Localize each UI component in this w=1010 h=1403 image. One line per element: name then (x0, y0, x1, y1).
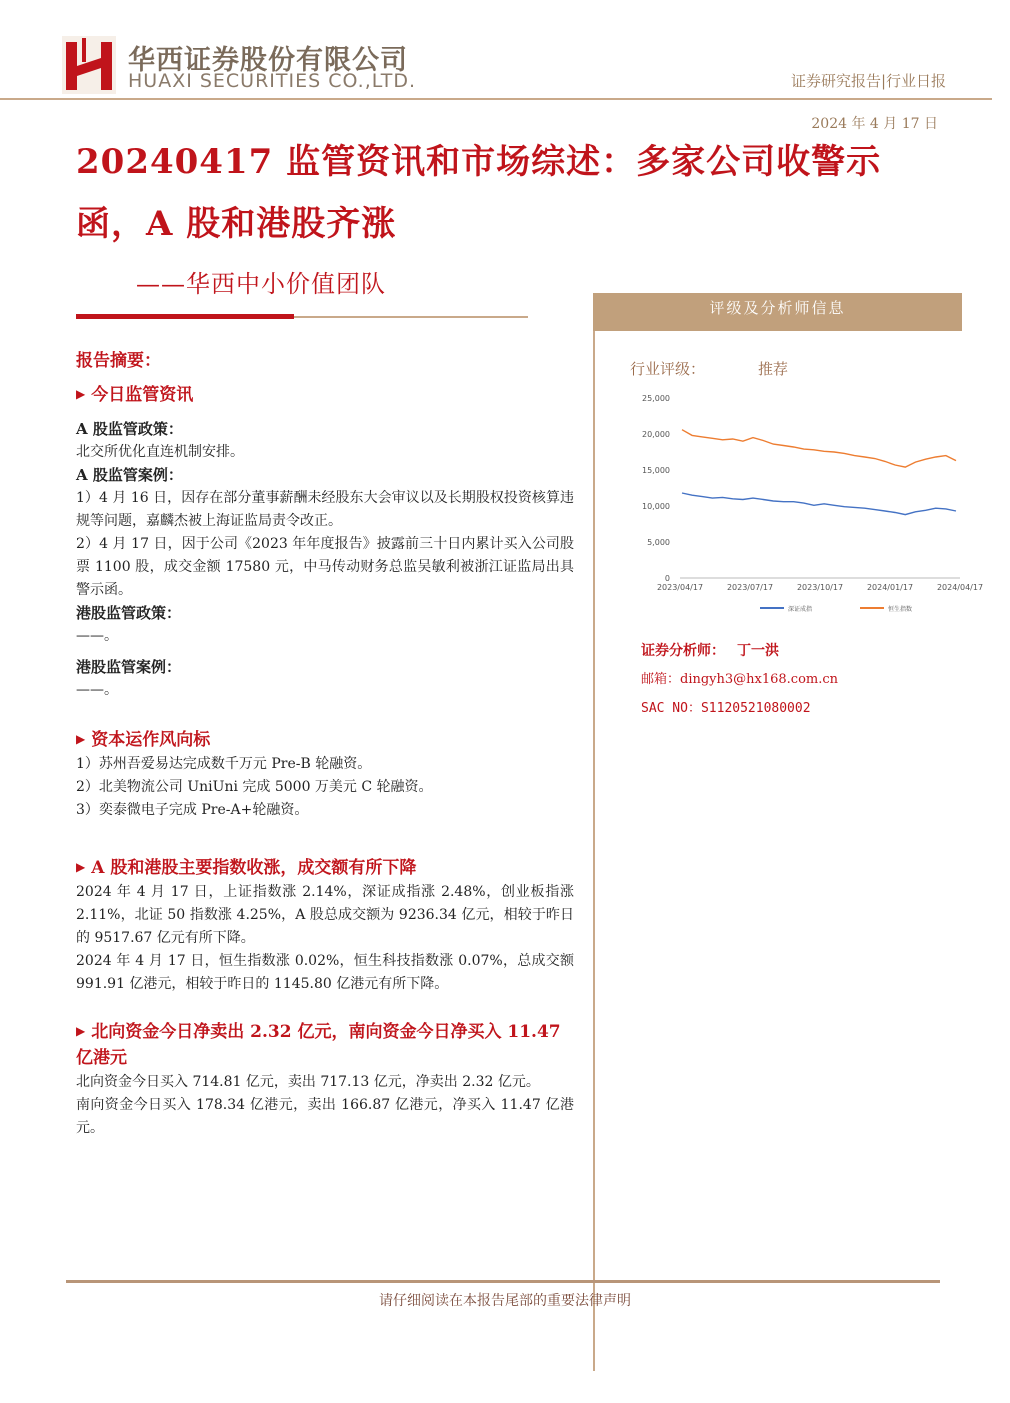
paragraph: 2024 年 4 月 17 日，上证指数涨 2.14%，深证成指涨 2.48%，创业板指涨 2.11%，北证 50 指数涨 4.25%，A 股总成交额为 9236.34 亿元，相较于昨日的 9517.67 亿元有所下降。 (76, 884, 574, 946)
x-tick-label: 2023/07/17 (726, 583, 774, 592)
legend-label: 深证成指 (788, 606, 813, 613)
footer-divider (66, 1280, 940, 1283)
analyst-email[interactable]: 邮箱：dingyh3@hx168.com.cn (641, 672, 839, 687)
section-heading-text: 北向资金今日净卖出 2.32 亿元，南向资金今日净买入 11.47 亿港元 (76, 1022, 561, 1068)
section-capital-flows (76, 1018, 574, 1140)
triangle-bullet-icon: ▶ (76, 860, 86, 874)
analyst-name: 丁一洪 (737, 643, 779, 659)
paragraph: 3）奕泰微电子完成 Pre-A+轮融资。 (76, 802, 309, 818)
x-tick-label: 2023/10/17 (796, 583, 844, 592)
company-name-en: HUAXI SECURITIES CO.,LTD. (128, 70, 416, 92)
report-title: 20240417 监管资讯和市场综述：多家公司收警示函，A 股和港股齐涨 (76, 142, 882, 244)
summary-column (76, 346, 574, 1140)
title-underline-accent (76, 314, 294, 319)
section-heading (76, 854, 574, 881)
sub-heading: 港股监管案例： (76, 658, 182, 676)
sidebar-border (593, 331, 595, 1371)
rating-label: 行业评级： (630, 360, 706, 378)
analyst-sac: SAC NO：S1120521080002 (641, 701, 811, 716)
paragraph: 北向资金今日买入 714.81 亿元，卖出 717.13 亿元，净卖出 2.32 亿元。 (76, 1074, 540, 1090)
x-tick-label: 2024/01/17 (866, 583, 914, 592)
section-heading-text: 今日监管资讯 (91, 385, 194, 405)
section-heading-text: A 股和港股主要指数收涨，成交额有所下降 (91, 858, 417, 878)
y-tick-label: 20,000 (642, 430, 670, 439)
paragraph: 南向资金今日买入 178.34 亿港元，卖出 166.87 亿港元，净买入 11.47 亿港元。 (76, 1097, 574, 1136)
paragraph: 北交所优化直连机制安排。 (76, 444, 244, 460)
section-regulatory-news (76, 381, 574, 702)
triangle-bullet-icon: ▶ (76, 732, 86, 746)
y-tick-label: 5,000 (647, 538, 670, 547)
section-heading (76, 381, 574, 408)
triangle-bullet-icon: ▶ (76, 387, 86, 401)
section-index-summary (76, 854, 574, 996)
sidebar-title: 评级及分析师信息 (709, 299, 846, 317)
title-underline (294, 316, 528, 318)
legend-label: 恒生指数 (888, 606, 913, 613)
footer-note: 请仔细阅读在本报告尾部的重要法律声明 (379, 1293, 631, 1309)
y-tick-label: 25,000 (642, 394, 670, 403)
sub-heading: 港股监管政策： (76, 604, 182, 622)
series-line-hsi (682, 430, 956, 467)
x-tick-label: 2023/04/17 (656, 583, 704, 592)
huaxi-logo-icon (62, 36, 116, 94)
paragraph: 1）4 月 16 日，因存在部分董事薪酬未经股东大会审议以及长期股权投资核算违规等问题，嘉麟杰被上海证监局责令改正。 (76, 490, 574, 529)
report-type: 证券研究报告|行业日报 (790, 72, 946, 90)
paragraph: 2）4 月 17 日，因于公司《2023 年年度报告》披露前三十日内累计买入公司股票 1100 股，成交金额 17580 元，中马传动财务总监吴敏利被浙江证监局出具警示函。 (76, 536, 574, 598)
series-line-szse (682, 493, 956, 515)
team-name: ——华西中小价值团队 (136, 270, 386, 298)
section-capital-operations (76, 726, 574, 822)
company-name-cn: 华西证券股份有限公司 (128, 45, 408, 76)
y-tick-label: 0 (664, 574, 670, 583)
paragraph: 2024 年 4 月 17 日，恒生指数涨 0.02%，恒生科技指数涨 0.07%，总成交额 991.91 亿港元，相较于昨日的 1145.80 亿港元有所下降。 (76, 953, 574, 992)
analyst-info (641, 640, 779, 660)
index-line-chart (620, 388, 984, 618)
sub-heading: A 股监管案例： (76, 466, 183, 484)
section-heading (76, 1018, 574, 1071)
section-heading (76, 726, 574, 753)
rating-value: 推荐 (758, 360, 789, 378)
triangle-bullet-icon: ▶ (76, 1024, 86, 1038)
analyst-label: 证券分析师： (641, 643, 725, 659)
header-divider (0, 98, 992, 100)
x-tick-label: 2024/04/17 (936, 583, 984, 592)
section-heading-text: 资本运作风向标 (91, 730, 211, 750)
paragraph: ——。 (76, 682, 118, 698)
paragraph: 2）北美物流公司 UniUni 完成 5000 万美元 C 轮融资。 (76, 779, 433, 795)
y-tick-label: 15,000 (642, 466, 670, 475)
sub-heading: A 股监管政策： (76, 420, 183, 438)
paragraph: ——。 (76, 628, 118, 644)
summary-heading: 报告摘要： (76, 351, 161, 371)
report-date: 2024 年 4 月 17 日 (811, 116, 938, 132)
y-tick-label: 10,000 (642, 502, 670, 511)
paragraph: 1）苏州吾爱易达完成数千万元 Pre-B 轮融资。 (76, 756, 372, 772)
